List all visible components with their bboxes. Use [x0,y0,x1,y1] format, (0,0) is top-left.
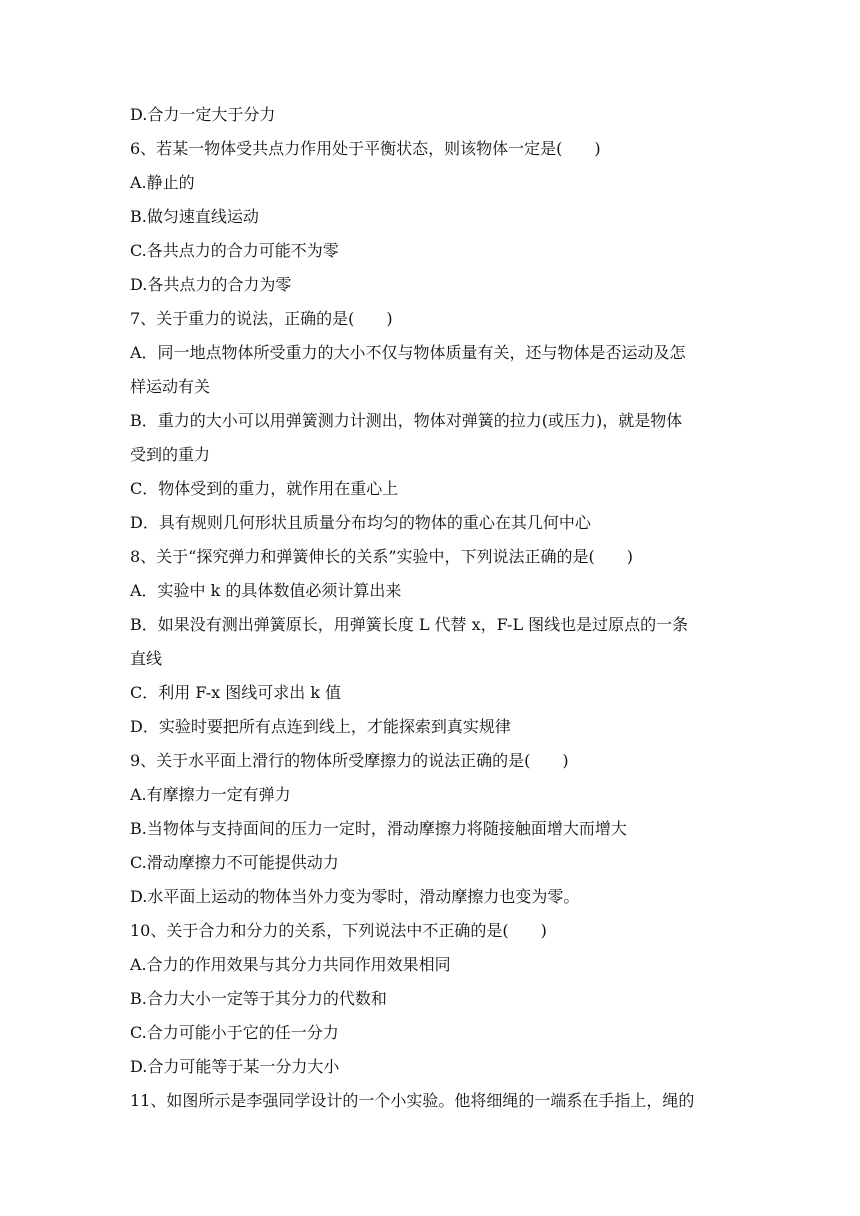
option-line: A.静止的 [130,173,195,192]
option-line: B.当物体与支持面间的压力一定时，滑动摩擦力将随接触面增大而增大 [130,819,627,838]
option-line: B．如果没有测出弹簧原长，用弹簧长度 L 代替 x，F-L 图线也是过原点的一条 [130,615,689,634]
text-line: D.合力一定大于分力 [130,105,276,124]
question-9-stem: 9、关于水平面上滑行的物体所受摩擦力的说法正确的是( ) [130,751,569,770]
option-line: A．实验中 k 的具体数值必须计算出来 [130,581,402,600]
option-line: D.水平面上运动的物体当外力变为零时，滑动摩擦力也变为零。 [130,887,580,906]
option-line: C.滑动摩擦力不可能提供动力 [130,853,339,872]
option-line: B.做匀速直线运动 [130,207,259,226]
option-line: C．利用 F-x 图线可求出 k 值 [130,683,342,702]
question-7-stem: 7、关于重力的说法，正确的是( ) [130,309,393,328]
option-line: C.各共点力的合力可能不为零 [130,241,339,260]
question-6-stem: 6、若某一物体受共点力作用处于平衡状态，则该物体一定是( ) [130,139,601,158]
option-line: D.各共点力的合力为零 [130,275,292,294]
option-line: A．同一地点物体所受重力的大小不仅与物体质量有关，还与物体是否运动及怎 [130,343,686,362]
option-line: A.有摩擦力一定有弹力 [130,785,291,804]
option-line: B.合力大小一定等于其分力的代数和 [130,989,387,1008]
option-line-continued: 直线 [130,649,163,668]
question-10-stem: 10、关于合力和分力的关系，下列说法中不正确的是( ) [130,921,547,940]
option-line: B．重力的大小可以用弹簧测力计测出，物体对弹簧的拉力(或压力)，就是物体 [130,411,683,430]
option-line-continued: 受到的重力 [130,445,211,464]
option-line: A.合力的作用效果与其分力共同作用效果相同 [130,955,451,974]
option-line-continued: 样运动有关 [130,377,211,396]
question-11-stem: 11、如图所示是李强同学设计的一个小实验。他将细绳的一端系在手指上，绳的 [130,1091,695,1110]
option-line: D.合力可能等于某一分力大小 [130,1057,340,1076]
option-line: C．物体受到的重力，就作用在重心上 [130,479,399,498]
question-8-stem: 8、关于“探究弹力和弹簧伸长的关系”实验中，下列说法正确的是( ) [130,547,634,566]
option-line: D．实验时要把所有点连到线上，才能探索到真实规律 [130,717,511,736]
option-line: C.合力可能小于它的任一分力 [130,1023,339,1042]
option-line: D．具有规则几何形状且质量分布均匀的物体的重心在其几何中心 [130,513,591,532]
